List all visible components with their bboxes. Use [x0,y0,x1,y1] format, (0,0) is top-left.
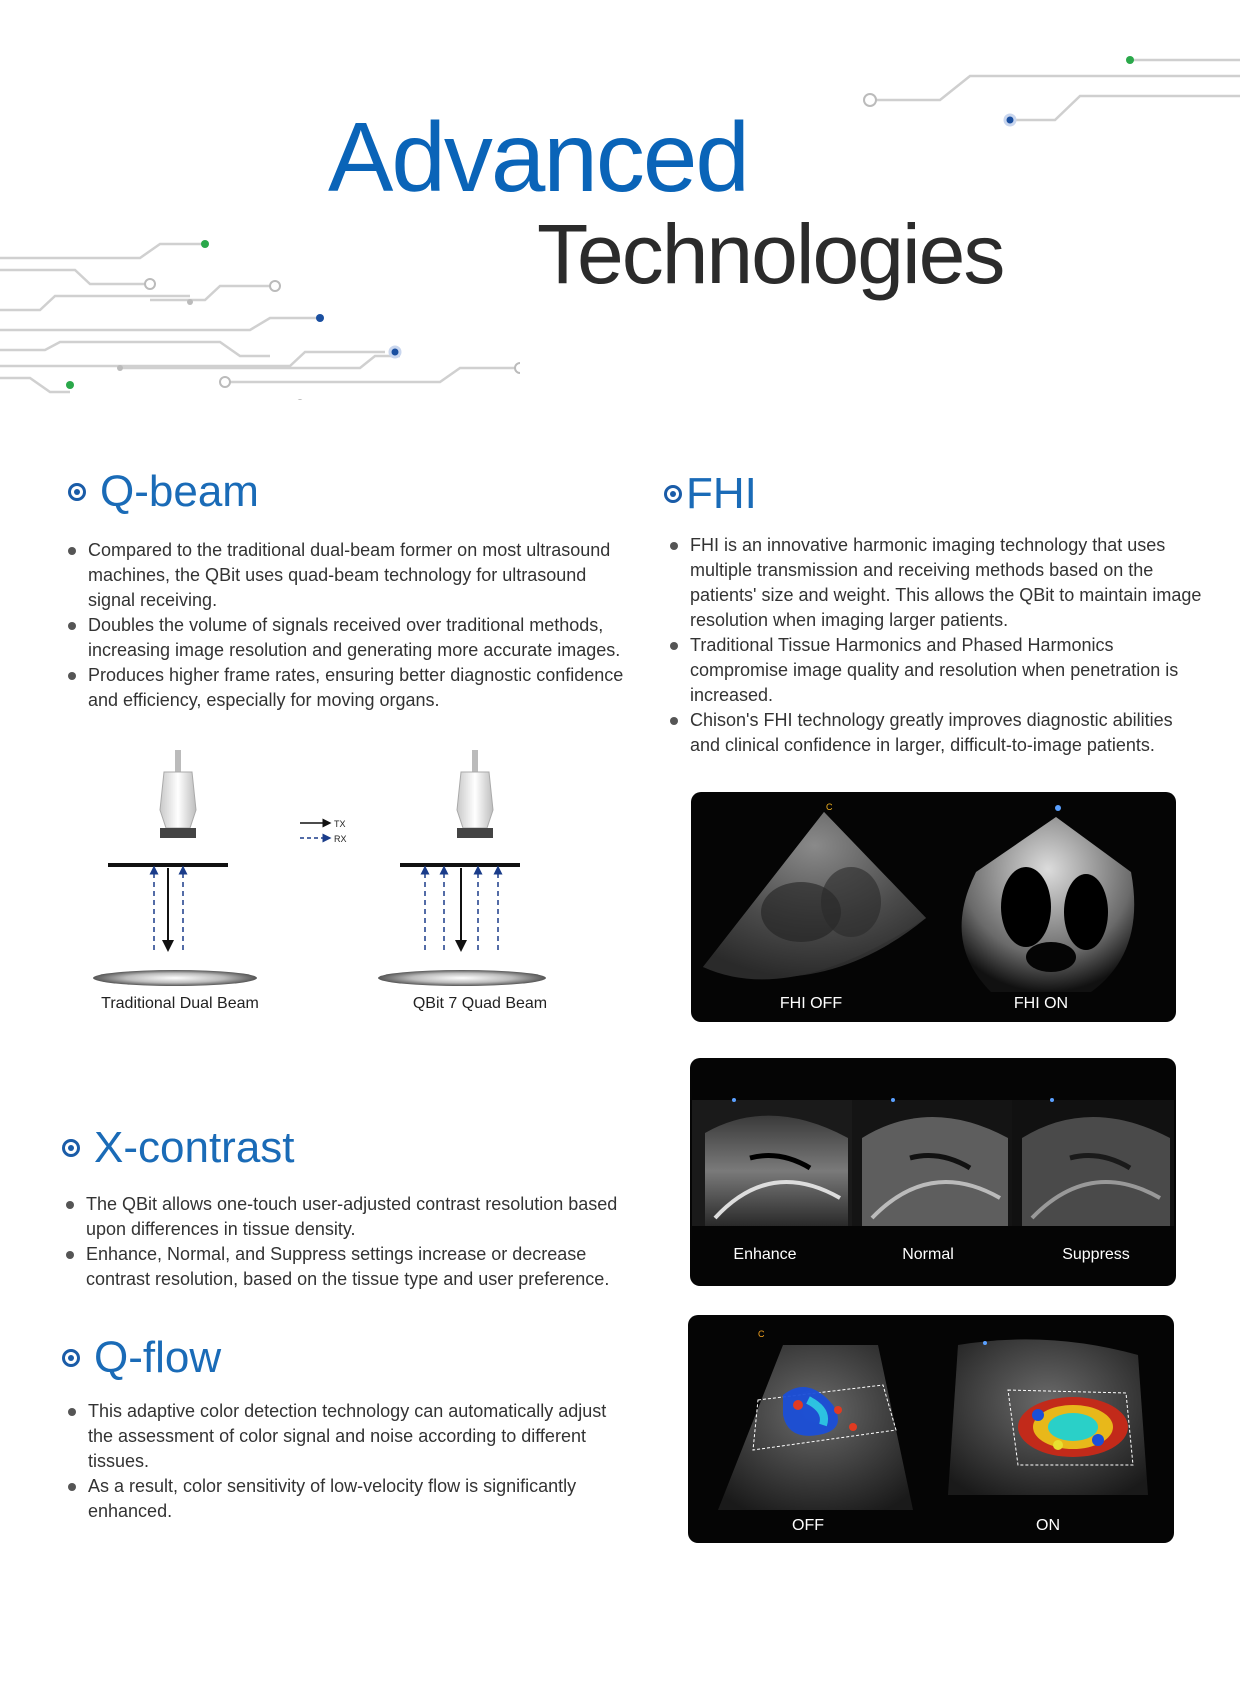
fhi-point-list [666,533,1206,758]
section-bullet-icon [664,485,682,503]
section-bullet-icon [62,1139,80,1157]
fhi-ultrasound-images [691,792,1176,1022]
xcontrast-image-panel [690,1058,1176,1286]
probe-marker-c: C [758,1329,765,1339]
circuit-decoration-left [0,230,520,400]
probe-marker-c: C [826,802,833,812]
qbeam-diagram [80,750,590,990]
circuit-decoration-top [860,40,1240,140]
qflow-title-text: Q-flow [94,1333,222,1382]
qflow-section-title [62,1333,222,1382]
section-bullet-icon [62,1349,80,1367]
probe-icon-left [160,750,196,838]
xcontrast-point: The QBit allows one-touch user-adjusted contrast resolution based upon differences in tissue density. [62,1192,652,1242]
fhi-section-title [664,469,757,518]
qflow-point-list [64,1399,634,1524]
qbeam-point-list [64,538,624,713]
qflow-image-panel [688,1315,1174,1543]
qbeam-title-text: Q-beam [100,467,259,516]
qbeam-point: Compared to the traditional dual-beam former on most ultrasound machines, the QBit uses quad-beam technology for ultrasound signal receiving. [64,538,624,613]
fhi-title-text: FHI [686,469,757,518]
xcontrast-point-list [62,1192,652,1292]
section-bullet-icon [68,483,86,501]
legend-rx: RX [334,834,347,844]
caption-quad-beam: QBit 7 Quad Beam [412,995,548,1012]
enhance-label: Enhance [733,1246,797,1263]
fhi-off-label: FHI OFF [779,995,843,1012]
xcontrast-point: Enhance, Normal, and Suppress settings increase or decrease contrast resolution, based on the tissue type and user preference. [62,1242,652,1292]
fhi-point: FHI is an innovative harmonic imaging technology that uses multiple transmission and receiving methods based on the patients' size and weight. This allows the QBit to maintain image resolution when imaging larger patients. [666,533,1206,633]
qflow-on-label: ON [1036,1517,1060,1534]
qflow-ultrasound-images [688,1315,1174,1543]
qflow-point: As a result, color sensitivity of low-velocity flow is significantly enhanced. [64,1474,634,1524]
page-title-line2: Technologies [537,207,1004,301]
qbeam-point: Produces higher frame rates, ensuring better diagnostic confidence and efficiency, especially for moving organs. [64,663,624,713]
xcontrast-title-text: X-contrast [94,1123,295,1172]
qbeam-section-title [68,467,259,516]
probe-icon-right [457,750,493,838]
normal-label: Normal [902,1246,954,1263]
page-title-line1: Advanced [328,102,748,212]
qflow-point: This adaptive color detection technology can automatically adjust the assessment of color signal and noise according to different tissues. [64,1399,634,1474]
fhi-on-label: FHI ON [1013,995,1069,1012]
caption-traditional-dual-beam: Traditional Dual Beam [101,995,259,1012]
fhi-image-panel [691,792,1176,1022]
qbeam-point: Doubles the volume of signals received over traditional methods, increasing image resolution and generating more accurate images. [64,613,624,663]
fhi-point: Chison's FHI technology greatly improves diagnostic abilities and clinical confidence in larger, difficult-to-image patients. [666,708,1206,758]
fhi-point: Traditional Tissue Harmonics and Phased Harmonics compromise image quality and resolution when penetration is increased. [666,633,1206,708]
xcontrast-section-title [62,1123,295,1172]
qflow-off-label: OFF [792,1517,824,1534]
legend-tx: TX [334,819,346,829]
suppress-label: Suppress [1062,1246,1130,1263]
